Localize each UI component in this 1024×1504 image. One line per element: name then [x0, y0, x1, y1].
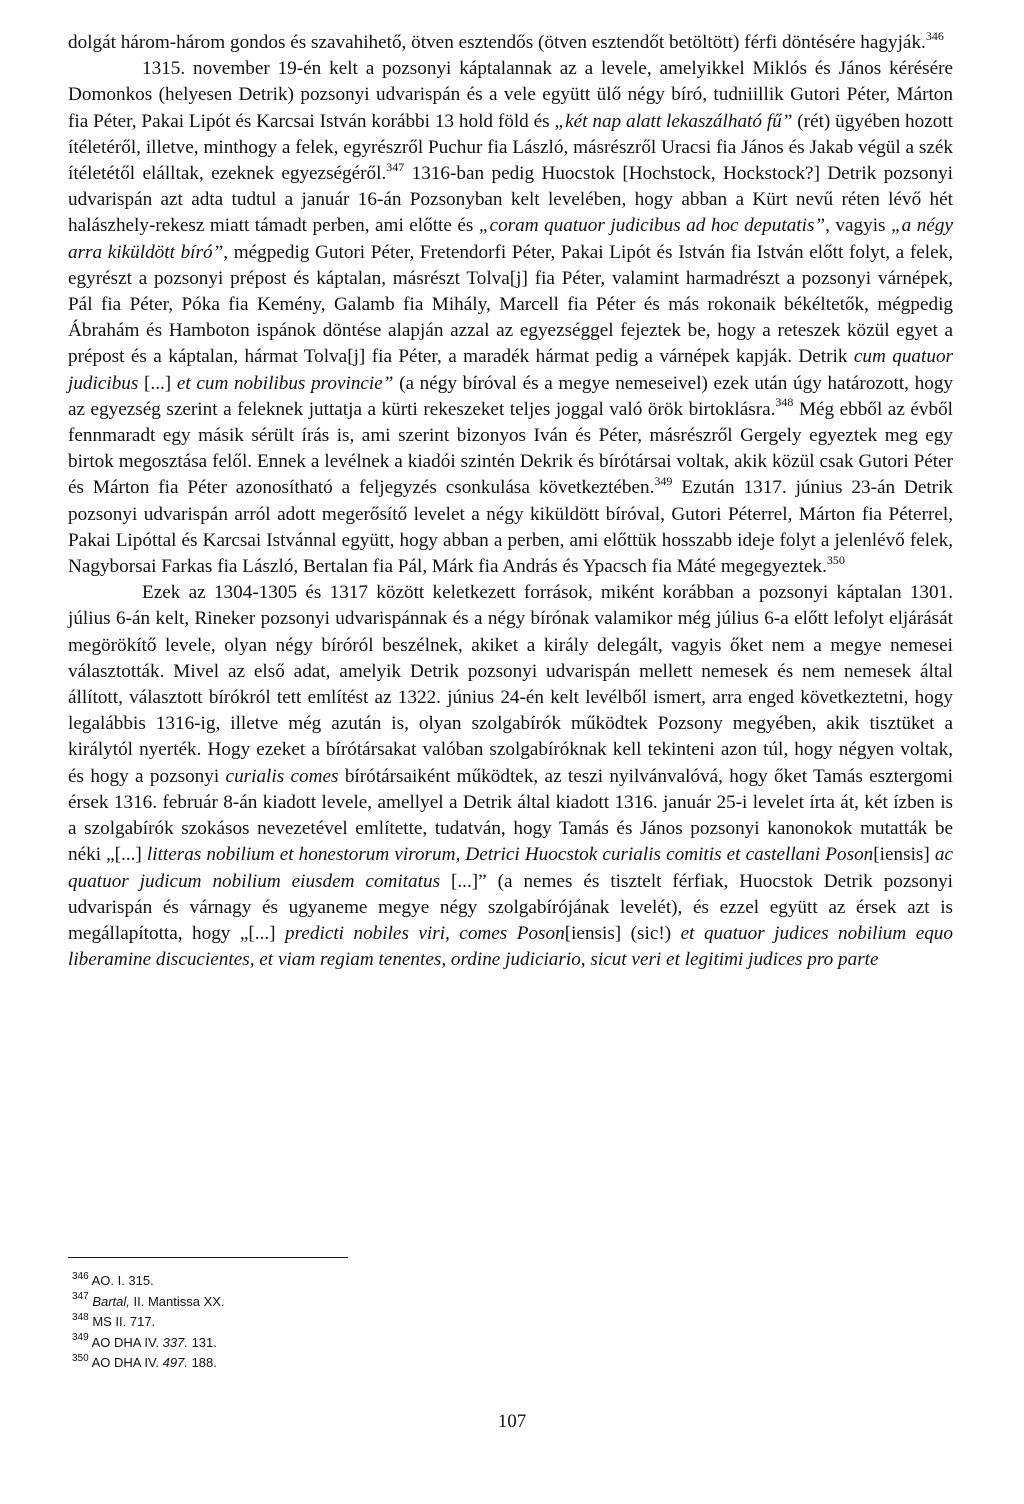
paragraph: [68, 56, 953, 580]
text-run: 131.: [187, 1334, 217, 1350]
text-run: AO. I. 315.: [91, 1273, 154, 1288]
text-run: AO DHA IV.: [91, 1334, 163, 1350]
text-run: [iensis] (sic!): [564, 922, 681, 944]
text-run: AO DHA IV.: [91, 1355, 163, 1370]
italic-text: „két nap alatt lekaszálható fű”: [554, 110, 793, 132]
italic-text: curialis comes: [225, 765, 339, 787]
text-run: Ezek az 1304-1305 és 1317 között keletkezett források, miként korábban a pozsonyi káptalan 1301. július 6-án kelt, Rineker pozsonyi udvarispánnak és a négy bírónak valamikor még július 6-a előtt lefolyt eljárását megörökítő levele, olyan négy bíróról beszélnek, akiket a király delegált, vagyis őket nem a megye nemesei választották. Mivel az első adat, amelyik Detrik pozsonyi udvarispán mellett nemesek és nem nemesek által állított, választott bírókról tett említést az 1322. június 24-én kelt levélből ismert, arra enged következtetni, hogy legalábbis 1316-ig, illetve még azután is, olyan szolgabírók működtek Pozsony megyében, akik tisztüket a királytól nyerték. Hogy ezeket a bírótársakat valóban szolgabíróknak kell tekinteni azon túl, hogy négyen voltak, és hogy a pozsonyi: [68, 582, 953, 787]
footnote: [72, 1292, 672, 1313]
page-number: 107: [497, 1411, 527, 1432]
italic-text: ac quatuor judicum nobilium eiusdem comitatus: [68, 844, 953, 892]
footnote: [72, 1271, 672, 1292]
italic-text: Bartal,: [92, 1293, 130, 1309]
footnotes: [72, 1271, 672, 1374]
text-run: Ezután 1317. június 23-án Detrik pozsonyi udvarispán arról adott megerősítő levelet a négy kiküldött bíróval, Gutori Péterrel, Márton fia Péterrel, Pakai Lipóttal és Karcsai Istvánnal együtt, hogy abban a perben, ami előttük hosszabb ideje folyt a jelenlévő felek, Nagyborsai Farkas fia László, Bertalan fia Pál, Márk fia András és Ypacsch fia Máté megegyeztek.: [68, 477, 953, 578]
italic-text: et quatuor judices nobilium equo liberamine discucientes, et viam regiam tenentes, ordine judiciario, sicut veri et legitimi judices pro parte: [68, 922, 953, 971]
text-run: (rét) ügyében hozott ítéletéről, illetve, minthogy a felek, egyrészről Puchur fia László, másrészről Uracsi fia János és Jakab végül a szék ítéletétől elálltak, ezeknek egyezségéről.: [68, 110, 953, 185]
text-run: 188.: [187, 1355, 217, 1370]
paragraph: [68, 580, 953, 973]
footnote-number: 346: [72, 1270, 89, 1282]
body-text: [68, 30, 953, 973]
text-run: 1315. november 19-én kelt a pozsonyi káptalannak az a levele, amelyikkel Miklós és János kérésére Domonkos (helyesen Detrik) pozsonyi udvarispán és a vele együtt ülő négy bíró, tudniillik Gutori Péter, Márton fia Péter, Pakai Lipót és Karcsai István korábbi 13 hold föld és: [68, 58, 953, 132]
footnote-ref: 350: [826, 552, 845, 567]
text-run: [iensis]: [873, 844, 935, 866]
text-run: [...]: [138, 372, 177, 394]
text-run: II. Mantissa XX.: [129, 1293, 225, 1309]
text-run: Még ebből az évből fennmaradt egy másik sérült írás is, ami szerint bizonyos Iván és Péter, másrészről Gergely egyeztek meg egy birtok megosztása felől. Ennek a levélnek a kiadói szintén Dekrik és bírótársai voltak, akik közül csak Gutori Péter és Márton fia Péter azonosítható a feljegyzés csonkulása következtében.: [68, 398, 953, 499]
text-run: [...]” (a nemes és tisztelt férfiak, Huocstok Detrik pozsonyi udvarispán és várnagy és ugyaneme megye négy szolgabírójának levelét), és ezzel együtt az érsek azt is megállapította, hogy „[...]: [68, 870, 953, 944]
text-run: bírótársaiként működtek, az teszi nyilvánvalóvá, hogy őket Tamás esztergomi érsek 1316. február 8-án kiadott levele, amellyel a Detrik által kiadott 1316. január 25-i levelet írta át, két ízben is a szolgabírók szokásos nevezetével említette, tudatván, hogy Tamás és János pozsonyi kanonokok mutatták be néki „[...]: [68, 765, 953, 866]
text-run: 1316-ban pedig Huocstok [Hochstock, Hockstock?] Detrik pozsonyi udvarispán azt adta tudtul a január 16-án Pozsonyban kelt levelében, hogy abban a Kürt nevű réten lévő hét halászhely-rekesz miatt támadt perben, ami előtte és: [68, 163, 953, 237]
text-run: , vagyis: [825, 215, 891, 237]
text-run: MS II. 717.: [92, 1314, 156, 1329]
footnote-separator: [68, 1257, 348, 1258]
footnote-number: 348: [72, 1311, 89, 1323]
footnote-ref: 346: [925, 28, 944, 43]
italic-text: 337.: [162, 1334, 188, 1350]
paragraph: [68, 30, 953, 56]
italic-text: 497.: [162, 1355, 188, 1370]
footnote-ref: 349: [654, 474, 673, 489]
italic-text: litteras nobilium et honestorum virorum, Detrici Huocstok curialis comitis et castellani Poson: [146, 844, 874, 866]
footnote: [72, 1312, 672, 1333]
footnote: [72, 1333, 672, 1354]
italic-text: predicti nobiles viri, comes Poson: [285, 922, 565, 944]
italic-text: et cum nobilibus provincie”: [176, 372, 394, 394]
footnote: [72, 1353, 672, 1374]
italic-text: „a négy arra kiküldött bíró”: [68, 215, 953, 263]
footnote-ref: 347: [386, 159, 405, 174]
italic-text: „coram quatuor judicibus ad hoc deputatis”: [478, 215, 826, 237]
footnote-number: 350: [72, 1352, 89, 1364]
footnote-number: 347: [72, 1291, 89, 1303]
text-run: (a négy bíróval és a megye nemeseivel) ezek után úgy határozott, hogy az egyezség szerint a feleknek juttatja a kürti rekeszeket teljes joggal való örök birtoklásra.: [68, 372, 954, 420]
footnote-ref: 348: [775, 395, 794, 410]
italic-text: cum quatuor judicibus: [68, 346, 954, 394]
text-run: , mégpedig Gutori Péter, Fretendorfi Péter, Pakai Lipót és István fia István előtt folyt, a felek, egyrészt a pozsonyi prépost és káptalan, másrészt Tolva[j] fia Péter, valamint harmadrészt a pozsonyi várnépek, Pál fia Péter, Póka fia Kemény, Galamb fia Mihály, Marcell fia Péter és más rokonaik békéltetők, mégpedig Ábrahám és Hamboton ispánok döntése alapján azzal az egyezséggel fejeztek be, hogy a reteszek közül egyet a prépost és a káptalan, hármat Tolva[j] fia Péter, a maradék hármat pedig a várnépek kapják. Detrik: [68, 241, 953, 368]
text-run: dolgát három-három gondos és szavahihető, ötven esztendős (ötven esztendőt betöltött) férfi döntésére hagyják.: [68, 32, 926, 53]
footnote-number: 349: [72, 1332, 89, 1344]
